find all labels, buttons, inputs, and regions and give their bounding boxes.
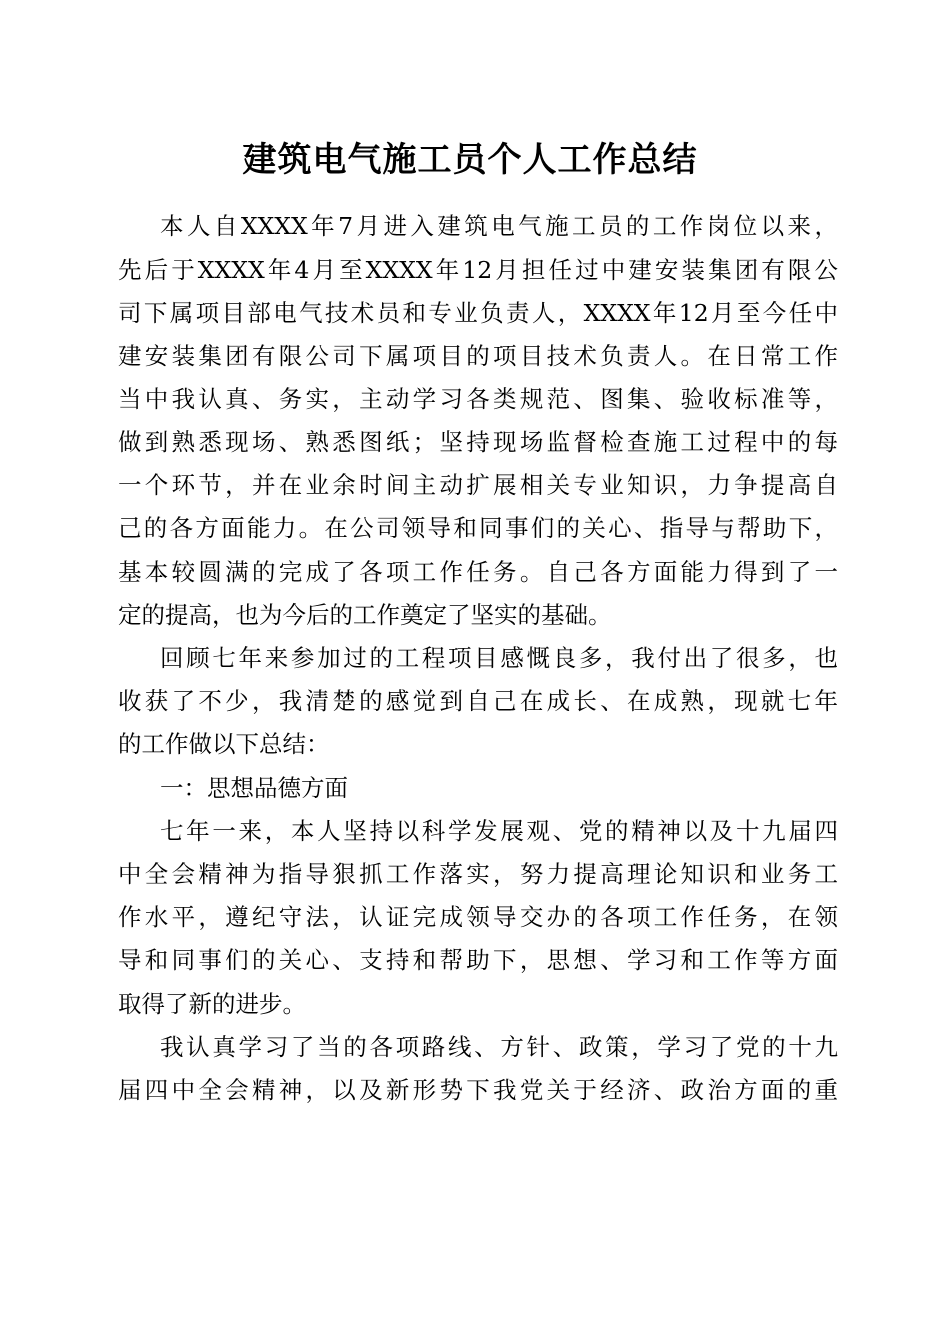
paragraph-line: 当中我认真、务实，主动学习各类规范、图集、验收标准等，: [118, 385, 838, 413]
paragraph-line: 定的提高，也为今后的工作奠定了坚实的基础。: [118, 601, 612, 629]
paragraph-line: 做到熟悉现场、熟悉图纸；坚持现场监督检查施工过程中的每: [118, 428, 838, 456]
paragraph-line: 届四中全会精神，以及新形势下我党关于经济、政治方面的重: [118, 1076, 838, 1104]
paragraph-line: 司下属项目部电气技术员和专业负责人，XXXX年12月至今任中: [118, 299, 838, 327]
paragraph-line: 本人自XXXX年7月进入建筑电气施工员的工作岗位以来，: [160, 212, 838, 240]
paragraph-line: 收获了不少，我清楚的感觉到自己在成长、在成熟，现就七年: [118, 687, 838, 715]
paragraph-line: 建安装集团有限公司下属项目的项目技术负责人。在日常工作: [118, 342, 838, 370]
paragraph-line: 的工作做以下总结：: [118, 730, 330, 758]
paragraph-line: 基本较圆满的完成了各项工作任务。自己各方面能力得到了一: [118, 558, 838, 586]
paragraph-line: 先后于XXXX年4月至XXXX年12月担任过中建安装集团有限公: [118, 256, 838, 284]
paragraph-line: 我认真学习了当的各项路线、方针、政策，学习了党的十九: [160, 1033, 838, 1061]
paragraph-line: 取得了新的进步。: [118, 990, 306, 1018]
paragraph-line: 一个环节，并在业余时间主动扩展相关专业知识，力争提高自: [118, 471, 838, 499]
paragraph-line: 作水平，遵纪守法，认证完成领导交办的各项工作任务，在领: [118, 903, 838, 931]
paragraph-line: 七年一来，本人坚持以科学发展观、党的精神以及十九届四: [160, 817, 838, 845]
section-heading: 一：思想品德方面: [160, 774, 348, 802]
paragraph-line: 回顾七年来参加过的工程项目感慨良多，我付出了很多，也: [160, 644, 838, 672]
paragraph-line: 中全会精神为指导狠抓工作落实，努力提高理论知识和业务工: [118, 860, 838, 888]
paragraph-line: 导和同事们的关心、支持和帮助下，思想、学习和工作等方面: [118, 946, 838, 974]
paragraph-line: 己的各方面能力。在公司领导和同事们的关心、指导与帮助下，: [118, 514, 838, 542]
document-title: 建筑电气施工员个人工作总结: [242, 140, 698, 180]
